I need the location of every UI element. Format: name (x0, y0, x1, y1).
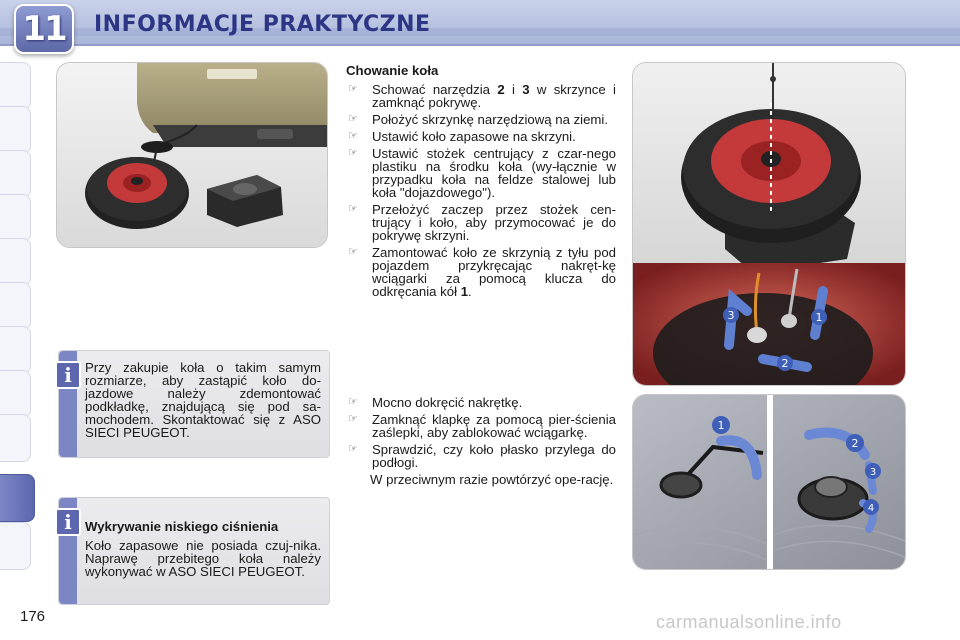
chapter-badge: 11 (14, 4, 74, 54)
pointer-icon: ☞ (348, 413, 358, 425)
list-item (346, 130, 616, 143)
info-icon: i (55, 361, 81, 389)
step-text: Zamknąć klapkę za pomocą pier-ścienia zaślepki, aby zablokować wciągarkę. (372, 412, 616, 440)
step-text: Schować narzędzia 2 i 3 w skrzynce i zamknąć pokrywę. (372, 82, 616, 110)
step-text: Mocno dokręcić nakrętkę. (372, 395, 523, 410)
info-icon: i (55, 508, 81, 536)
info-box-title: Wykrywanie niskiego ciśnienia (85, 519, 279, 534)
list-item (346, 147, 616, 199)
svg-text:1: 1 (815, 311, 823, 324)
chapter-tab[interactable] (0, 150, 31, 198)
chapter-tab[interactable] (0, 238, 31, 286)
chapter-tab[interactable] (0, 326, 31, 374)
watermark: carmanualsonline.info (656, 612, 842, 632)
list-item (346, 396, 616, 409)
pointer-icon: ☞ (348, 83, 358, 95)
section-title: Chowanie koła (346, 63, 439, 78)
car-rear-spare-wheel-photo (56, 62, 328, 248)
winch-illustration (633, 395, 905, 569)
chapter-tab[interactable] (0, 62, 31, 110)
car-rear-spare-wheel-illustration (57, 63, 327, 247)
pointer-icon: ☞ (348, 396, 358, 408)
info-box-low-pressure (58, 497, 330, 605)
spare-wheel-in-box-photo (632, 62, 906, 386)
chapter-tab[interactable] (0, 106, 31, 154)
pointer-icon: ☞ (348, 246, 358, 258)
note-text: W przeciwnym razie powtórzyć ope-rację. (370, 472, 614, 487)
svg-text:2: 2 (781, 357, 789, 370)
list-item (346, 203, 616, 242)
svg-text:3: 3 (727, 309, 735, 322)
pointer-icon: ☞ (348, 113, 358, 125)
list-item (346, 83, 616, 109)
step-text: Położyć skrzynkę narzędziową na ziemi. (372, 112, 609, 127)
chapter-tab-active[interactable] (0, 474, 35, 522)
pointer-icon: ☞ (348, 203, 358, 215)
svg-text:4: 4 (867, 503, 875, 514)
winch-tightening-photo (632, 394, 906, 570)
list-item (346, 443, 616, 469)
svg-text:3: 3 (869, 467, 877, 478)
chapter-tab[interactable] (0, 522, 31, 570)
pointer-icon: ☞ (348, 443, 358, 455)
step-text: Zamontować koło ze skrzynią z tyłu pod pojazdem przykręcając nakręt-kę wciągarki za pomocą klucza do odkręcania kół 1. (372, 245, 616, 299)
pointer-icon: ☞ (348, 147, 358, 159)
step-text: Przełożyć zaczep przez stożek cen-trujący i koło, aby przymocować je do pokrywę skrzyni. (372, 202, 616, 243)
step-text: Ustawić koło zapasowe na skrzyni. (372, 129, 576, 144)
chapter-tab[interactable] (0, 370, 31, 418)
pointer-icon: ☞ (348, 130, 358, 142)
chapter-tab[interactable] (0, 194, 31, 242)
spare-wheel-illustration (633, 63, 905, 385)
svg-text:2: 2 (851, 437, 859, 450)
step-text: Sprawdzić, czy koło płasko przylega do podłogi. (372, 442, 616, 470)
list-item (346, 113, 616, 126)
info-box-text: Koło zapasowe nie posiada czuj-nika. Naprawę przebitego koła należy wykonywać w ASO SIECI PEUGEOT. (85, 538, 321, 579)
chapter-tab[interactable] (0, 282, 31, 330)
stowing-wheel-section (346, 64, 616, 302)
list-item (346, 413, 616, 439)
info-box-text: Przy zakupie koła o takim samym rozmiarze, aby zastąpić koło do-jazdowe należy zdemontować podkładkę, znajdującą się pod sa-mochodem. Skontaktować się z ASO SIECI PEUGEOT. (85, 360, 321, 440)
chapter-tabs (0, 62, 34, 582)
step-text: Ustawić stożek centrujący z czar-nego plastiku na środku koła (wy-łącznie w przypadku koła na feldze stalowej lub koła "dojazdowego"). (372, 146, 616, 200)
chapter-tab[interactable] (0, 414, 31, 462)
svg-text:1: 1 (717, 419, 725, 432)
page-number: 176 (20, 608, 46, 625)
list-item (346, 246, 616, 298)
tightening-section (346, 396, 616, 486)
page-title: INFORMACJE PRAKTYCZNE (94, 12, 431, 37)
info-box-tire-purchase (58, 350, 330, 458)
